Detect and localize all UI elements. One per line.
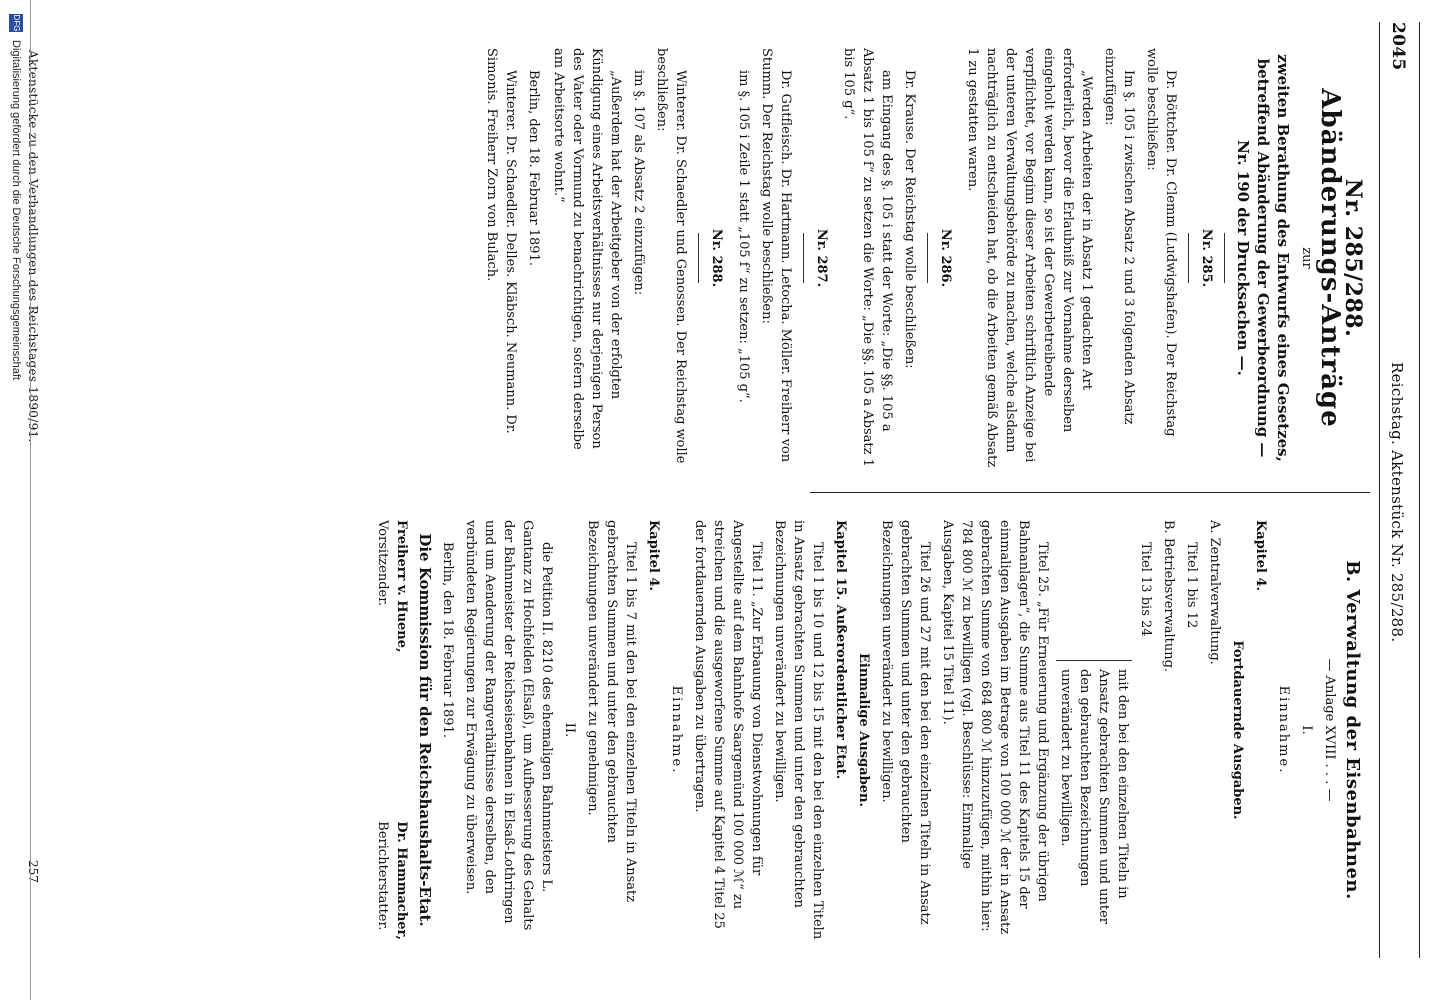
nr286-heading: Nr. 286. <box>938 228 953 288</box>
petition-text: die Petition II. 8210 des ehemaligen Bahnmeisters L. Gantanz zu Hochfelden (Elsaß), um Aufbesserung des Gehalts der Bahnmeister der Reichseisenbahnen in Elsaß-Lothringen und um Aenderung der Rangverhältnisse derselben, den verbündeten Regierungen zur Erwägung zu überweisen. <box>463 520 554 931</box>
titel-25: Titel 25. „Für Erneuerung und Ergänzung der übrigen Bahnanlagen“, die Summe aus Titel 11 des Kapitels 15 der einmaligen Ausgaben im Betrage von 100 000 ℳ der in Ansatz gebrachten Summe von 684 800 ℳ hinzuzufügen, mithin hier: 784 800 ℳ zu bewilligen (vgl. Beschlüsse: Einmalige Ausgaben, Kapitel 15 Titel 11). <box>940 520 1050 935</box>
a287-p2: im §. 105 i Zeile 1 statt „105 f“ zu setzen: „105 g“. <box>736 70 751 403</box>
sig-left-role: Vorsitzender. <box>375 520 390 607</box>
zentral-label: A. Zentralverwaltung. <box>1207 520 1222 665</box>
einnahme-label: Einnahme. <box>1276 685 1291 775</box>
titel-26: Titel 26 und 27 mit den bei den einzelnen Titeln in Ansatz gebrachten Summen und unter den gebrauchten Bezeichnungen unverändert zu bewilligen. <box>879 520 932 925</box>
sig-right-name: Dr. Hammacher, <box>394 821 409 940</box>
nr285-heading: Nr. 285. <box>1199 228 1214 288</box>
a285-head: Dr. Böttcher. Dr. Clemm (Ludwigshafen). Der Reichstag wolle beschließen: <box>1144 48 1178 437</box>
titel-1-7: Titel 1 bis 7 mit den bei den einzelnen Titeln in Ansatz gebrachten Summen und unter den gebrauchten Bezeichnungen unverändert zu genehmigen. <box>585 520 638 903</box>
a287-p1: Dr. Gutfleisch. Dr. Hartmann. Letocha. Möller. Freiherr von Stumm. Der Reichstag wolle beschließen: <box>759 48 793 463</box>
a288-p2: im §. 107 als Absatz 2 einzufügen: <box>631 70 646 296</box>
titel-11: Titel 11. „Zur Erbauung von Dienstwohnungen für Angestellte auf dem Bahnhofe Saargemünd 100 000 ℳ“ zu streichen und die ausgeworfene Summe auf Kapitel 4 Titel 25 der fortdauernden Ausgaben zu übertragen. <box>692 520 764 929</box>
sig-right <box>373 821 411 940</box>
page-header <box>1379 22 1416 958</box>
top-rule <box>1419 22 1420 958</box>
page-number-header: 2045 <box>1388 22 1408 71</box>
separator <box>1224 233 1225 283</box>
railway-title: B. Verwaltung der Eisenbahnen. <box>1342 560 1363 900</box>
nr287-heading: Nr. 287. <box>814 228 829 288</box>
kapitel4b-label: Kapitel 4. <box>646 520 661 592</box>
titel-1-12: Titel 1 bis 12 <box>1184 542 1199 629</box>
sig-left <box>373 520 411 653</box>
amendments-date: Berlin, den 18. Februar 1891. <box>526 70 541 266</box>
budget-date: Berlin, den 18. Februar 1891. <box>440 542 455 738</box>
running-title: Reichstag. Aktenstück Nr. 285/288. <box>1388 362 1406 643</box>
a288-p1: Winterer. Dr. Schaedler und Genossen. Der Reichstag wolle beschließen: <box>654 48 688 464</box>
sig-right-role: Berichterstatter. <box>375 821 390 931</box>
footer-text: Aktenstücke zu den Verhandlungen des Reichstages 1890/91. <box>26 50 40 443</box>
signatures <box>373 520 411 940</box>
nr288-heading: Nr. 288. <box>709 228 724 288</box>
roman-one: I. <box>1299 725 1314 735</box>
column-divider <box>810 492 1370 493</box>
zur-label: zur <box>1299 247 1314 269</box>
roman-two: II. <box>562 722 577 738</box>
digitization-credit <box>0 0 31 1000</box>
kapitel4-label: Kapitel 4. <box>1253 520 1268 592</box>
budget-column <box>373 520 1362 940</box>
bracket-text: mit den bei den einzelnen Titeln in Ansatz gebrachten Summen und unter den gebrauchten Bezeichnungen unverändert zu bewilligen. <box>1056 660 1132 940</box>
titel-1-10: Titel 1 bis 10 und 12 bis 15 mit den bei den einzelnen Titeln in Ansatz gebrachten Summen und unter den gebrauchten Bezeichnungen unverändert zu bewilligen. <box>772 520 825 940</box>
ausserord-label: Kapitel 15. Außerordentlicher Etat. <box>833 520 848 780</box>
separator <box>927 233 928 283</box>
separator <box>698 233 699 283</box>
commission-title: Die Kommission für den Reichshaushalts-Etat. <box>416 533 434 927</box>
amendments-signers: Winterer. Dr. Schaedler. Delles. Kläbsch. Neumann. Dr. Simonis. Freiherr Zorn von Bulach. <box>484 48 518 434</box>
titel-13-24: Titel 13 bis 24 <box>1138 542 1153 637</box>
anlage-label: — Anlage XVIII . . . — <box>1322 658 1337 802</box>
a286-p1: Dr. Krause. Der Reichstag wolle beschließen: <box>902 70 917 369</box>
a285-p1: Im §. 105 i zwischen Absatz 2 und 3 folgenden Absatz einzufügen: <box>1102 48 1136 425</box>
credit-text: Digitalisierung gefördert durch die Deutsche Forschungsgemeinschaft <box>10 40 22 380</box>
a286-p2: am Eingang des §. 105 i statt der Worte: „Die §§. 105 a Absatz 1 bis 105 f“ zu setzen die Worte: „Die §§. 105 a Absatz 1 bis 105 g“. <box>841 48 894 467</box>
fortdauernde-heading: Fortdauernde Ausgaben. <box>1230 640 1245 820</box>
amendments-column <box>478 48 1366 468</box>
separator <box>803 233 804 283</box>
a285-p2: „Werden Arbeiten der in Absatz 1 gedachten Art erforderlich, bevor die Erlaubniß zur Vornahme derselben eingeholt werden kann, so ist der Gewerbetreibende verpflichtet, vor Beginn dieser Arbeiten schriftlich Anzeige bei der unteren Verwaltungsbehörde zu machen, welche alsdann nachträglich zu entscheiden hat, ob die Arbeiten gemäß Absatz 1 zu gestatten waren. <box>965 48 1094 468</box>
dfg-logo-icon: DFG <box>9 14 23 32</box>
footer-page-number: 257 <box>26 860 40 883</box>
betrieb-label: B. Betriebsverwaltung. <box>1161 520 1176 673</box>
amendments-title: Abänderungs-Anträge <box>1315 88 1345 428</box>
amendments-number: Nr. 285/288. <box>1340 178 1366 338</box>
separator <box>1188 233 1189 283</box>
amendments-subtitle: zweiten Berathung des Entwurfs eines Gesetzes, betreffend Abänderung der Gewerbeordnung — Nr. 190 der Drucksachen —. <box>1234 54 1292 462</box>
sig-left-name: Freiherr v. Huene, <box>394 520 409 653</box>
a288-p3: „Außerdem hat der Arbeitgeber von der erfolgten Kündigung eines Arbeitsverhältnisses nur derjenigen Person des Vater oder Vormund zu benachrichtigen, sofern derselbe am Arbeitsorte wohnt.“ <box>551 48 623 450</box>
einnahme2-label: Einnahme. <box>669 685 684 775</box>
einmalige-heading: Einmalige Ausgaben. <box>856 653 871 807</box>
